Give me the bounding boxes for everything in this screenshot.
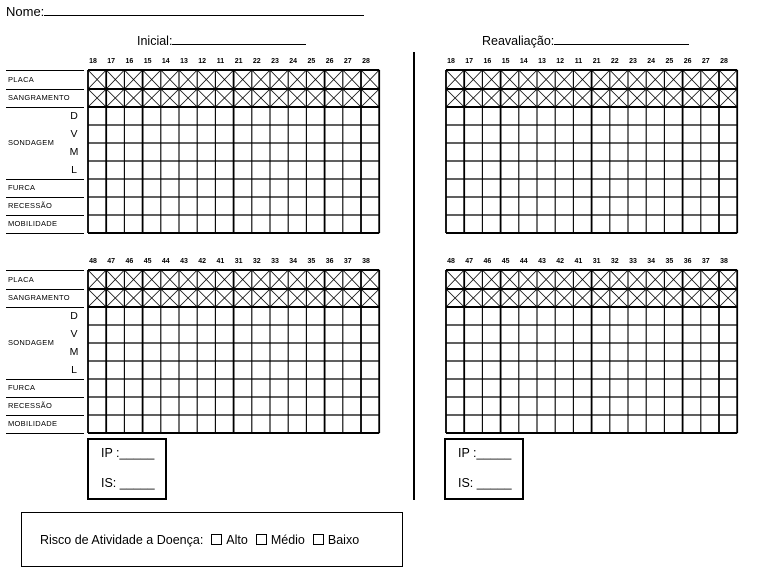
placa-cell-cross[interactable]: [197, 270, 215, 289]
row-label-recessao: RECESSÃO: [8, 401, 53, 410]
index-box-reevaluation: [444, 438, 524, 500]
tooth-number-47: 47: [107, 258, 116, 265]
sondagem-site-d: D: [70, 310, 78, 322]
sangramento-cell-cross[interactable]: [446, 289, 464, 307]
sangramento-cell-cross[interactable]: [306, 89, 324, 107]
tooth-number-33: 33: [271, 258, 279, 265]
tooth-number-44: 44: [519, 258, 528, 265]
placa-cell-cross[interactable]: [106, 270, 124, 289]
placa-cell-cross[interactable]: [683, 70, 701, 89]
tooth-number-16: 16: [483, 58, 492, 65]
is-field[interactable]: IS: _____: [458, 476, 512, 490]
sangramento-cell-cross[interactable]: [610, 289, 628, 307]
placa-cell-cross[interactable]: [610, 270, 628, 289]
tooth-number-15: 15: [501, 58, 510, 65]
placa-cell-cross[interactable]: [179, 70, 197, 89]
sangramento-cell-cross[interactable]: [325, 289, 343, 307]
tooth-number-33: 33: [629, 258, 637, 265]
placa-cell-cross[interactable]: [610, 70, 628, 89]
tooth-number-31: 31: [592, 258, 601, 265]
tooth-numbers-initial-upper: [88, 58, 379, 68]
tooth-number-34: 34: [647, 258, 656, 265]
sangramento-cell-cross[interactable]: [683, 289, 701, 307]
sangramento-cell-cross[interactable]: [288, 289, 306, 307]
row-label-separator: [6, 233, 84, 234]
tooth-number-22: 22: [610, 58, 619, 65]
chart-grid-initial-upper[interactable]: [87, 69, 380, 234]
sangramento-cell-cross[interactable]: [610, 89, 628, 107]
tooth-number-21: 21: [592, 58, 601, 65]
sangramento-cell-cross[interactable]: [519, 89, 537, 107]
tooth-number-18: 18: [447, 58, 455, 65]
placa-cell-cross[interactable]: [270, 70, 288, 89]
sangramento-cell-cross[interactable]: [573, 289, 591, 307]
sangramento-cell-cross[interactable]: [646, 89, 664, 107]
sangramento-cell-cross[interactable]: [482, 89, 500, 107]
sondagem-site-m: M: [69, 146, 79, 158]
row-label-separator: [6, 415, 84, 416]
tooth-number-32: 32: [610, 258, 619, 265]
sangramento-cell-cross[interactable]: [501, 289, 519, 307]
placa-cell-cross[interactable]: [555, 70, 573, 89]
tooth-number-43: 43: [538, 258, 546, 265]
placa-cell-cross[interactable]: [519, 70, 537, 89]
sangramento-cell-cross[interactable]: [719, 89, 737, 107]
placa-cell-cross[interactable]: [592, 70, 610, 89]
sangramento-cell-cross[interactable]: [592, 289, 610, 307]
tooth-numbers-reevaluation-lower: [446, 258, 737, 268]
tooth-number-23: 23: [629, 58, 637, 65]
placa-cell-cross[interactable]: [252, 270, 270, 289]
placa-cell-cross[interactable]: [555, 270, 573, 289]
placa-cell-cross[interactable]: [288, 70, 306, 89]
risk-medio-label: Médio: [270, 532, 305, 547]
tooth-number-25: 25: [307, 58, 316, 65]
sangramento-cell-cross[interactable]: [143, 289, 161, 307]
tooth-number-38: 38: [720, 258, 728, 265]
tooth-number-38: 38: [362, 258, 370, 265]
placa-cell-cross[interactable]: [573, 270, 591, 289]
sangramento-cell-cross[interactable]: [501, 89, 519, 107]
placa-cell-cross[interactable]: [501, 270, 519, 289]
reevaluation-label: Reavaliação:: [482, 34, 555, 48]
placa-cell-cross[interactable]: [88, 70, 106, 89]
tooth-number-47: 47: [465, 258, 474, 265]
placa-cell-cross[interactable]: [252, 70, 270, 89]
tooth-number-27: 27: [701, 58, 710, 65]
placa-cell-cross[interactable]: [664, 70, 682, 89]
tooth-number-25: 25: [665, 58, 674, 65]
placa-cell-cross[interactable]: [270, 270, 288, 289]
sangramento-cell-cross[interactable]: [592, 89, 610, 107]
sangramento-cell-cross[interactable]: [124, 289, 142, 307]
tooth-number-23: 23: [271, 58, 279, 65]
sangramento-cell-cross[interactable]: [361, 89, 379, 107]
row-label-placa: PLACA: [8, 74, 35, 84]
tooth-number-11: 11: [216, 58, 225, 65]
placa-cell-cross[interactable]: [701, 270, 719, 289]
sangramento-cell-cross[interactable]: [555, 89, 573, 107]
sangramento-cell-cross[interactable]: [197, 289, 215, 307]
sangramento-cell-cross[interactable]: [106, 89, 124, 107]
sangramento-cell-cross[interactable]: [215, 89, 233, 107]
placa-cell-cross[interactable]: [106, 70, 124, 89]
tooth-number-46: 46: [125, 258, 134, 265]
initial-label: Inicial:: [137, 34, 173, 48]
tooth-number-42: 42: [556, 258, 565, 265]
sangramento-cell-cross[interactable]: [124, 89, 142, 107]
chart-grid-reevaluation-lower[interactable]: [445, 269, 738, 434]
row-label-separator: [6, 70, 84, 71]
sangramento-cell-cross[interactable]: [143, 89, 161, 107]
placa-cell-cross[interactable]: [628, 270, 646, 289]
risk-alto-label: Alto: [226, 532, 248, 547]
risk-baixo-label: Baixo: [327, 532, 360, 547]
sangramento-cell-cross[interactable]: [325, 89, 343, 107]
tooth-number-24: 24: [647, 58, 656, 65]
placa-cell-cross[interactable]: [161, 70, 179, 89]
sangramento-cell-cross[interactable]: [161, 89, 179, 107]
tooth-number-16: 16: [125, 58, 134, 65]
sondagem-site-l: L: [71, 164, 77, 176]
placa-cell-cross[interactable]: [646, 70, 664, 89]
risk-baixo-checkbox[interactable]: [313, 534, 324, 545]
name-label: Nome:: [6, 4, 45, 19]
sangramento-cell-cross[interactable]: [464, 289, 482, 307]
sangramento-cell-cross[interactable]: [179, 89, 197, 107]
sangramento-cell-cross[interactable]: [106, 289, 124, 307]
sangramento-cell-cross[interactable]: [464, 89, 482, 107]
placa-cell-cross[interactable]: [306, 270, 324, 289]
placa-cell-cross[interactable]: [361, 70, 379, 89]
tooth-number-26: 26: [325, 58, 334, 65]
index-box-initial: [87, 438, 167, 500]
row-label-recessao: RECESSÃO: [8, 201, 53, 210]
sangramento-cell-cross[interactable]: [88, 89, 106, 107]
placa-cell-cross[interactable]: [325, 70, 343, 89]
row-label-separator: [6, 197, 84, 198]
tooth-numbers-initial-lower: [88, 258, 379, 268]
sondagem-site-v: V: [70, 128, 78, 140]
sangramento-cell-cross[interactable]: [482, 289, 500, 307]
sangramento-cell-cross[interactable]: [343, 89, 361, 107]
sangramento-cell-cross[interactable]: [646, 289, 664, 307]
tooth-number-27: 27: [343, 58, 352, 65]
tooth-number-42: 42: [198, 258, 207, 265]
row-label-sondagem: SONDAGEM: [8, 138, 55, 147]
sangramento-cell-cross[interactable]: [701, 89, 719, 107]
sangramento-cell-cross[interactable]: [270, 89, 288, 107]
sangramento-cell-cross[interactable]: [701, 289, 719, 307]
placa-cell-cross[interactable]: [215, 270, 233, 289]
placa-cell-cross[interactable]: [446, 270, 464, 289]
tooth-number-11: 11: [574, 58, 583, 65]
tooth-number-48: 48: [447, 258, 455, 265]
tooth-number-14: 14: [161, 58, 170, 65]
placa-cell-cross[interactable]: [701, 70, 719, 89]
placa-cell-cross[interactable]: [501, 70, 519, 89]
sangramento-cell-cross[interactable]: [88, 289, 106, 307]
tooth-number-45: 45: [143, 258, 152, 265]
tooth-number-14: 14: [519, 58, 528, 65]
row-label-separator: [6, 397, 84, 398]
sangramento-cell-cross[interactable]: [288, 89, 306, 107]
placa-cell-cross[interactable]: [179, 270, 197, 289]
sondagem-site-l: L: [71, 364, 77, 376]
placa-cell-cross[interactable]: [482, 270, 500, 289]
risk-label: Risco de Atividade a Doença:: [40, 532, 204, 547]
sangramento-cell-cross[interactable]: [519, 289, 537, 307]
sangramento-cell-cross[interactable]: [537, 89, 555, 107]
tooth-number-37: 37: [701, 258, 710, 265]
placa-cell-cross[interactable]: [646, 270, 664, 289]
initial-date-underline[interactable]: [172, 33, 306, 45]
tooth-number-13: 13: [538, 58, 546, 65]
sangramento-cell-cross[interactable]: [270, 289, 288, 307]
ip-field[interactable]: IP :_____: [458, 446, 512, 460]
row-label-sangramento: SANGRAMENTO: [8, 93, 70, 102]
row-label-separator: [6, 289, 84, 290]
tooth-number-13: 13: [180, 58, 188, 65]
tooth-number-18: 18: [89, 58, 97, 65]
tooth-number-43: 43: [180, 258, 188, 265]
row-label-separator: [6, 179, 84, 180]
section-divider: [413, 52, 415, 500]
placa-cell-cross[interactable]: [537, 70, 555, 89]
sangramento-cell-cross[interactable]: [628, 289, 646, 307]
row-label-separator: [6, 107, 84, 108]
tooth-number-32: 32: [252, 258, 261, 265]
row-label-sondagem: SONDAGEM: [8, 338, 55, 347]
sangramento-cell-cross[interactable]: [343, 289, 361, 307]
placa-cell-cross[interactable]: [664, 270, 682, 289]
initial-title: [137, 33, 306, 48]
placa-cell-cross[interactable]: [124, 70, 142, 89]
row-label-separator: [6, 433, 84, 434]
row-label-mobilidade: MOBILIDADE: [8, 219, 58, 228]
row-label-separator: [6, 379, 84, 380]
tooth-number-36: 36: [683, 258, 692, 265]
is-field[interactable]: IS: _____: [101, 476, 155, 490]
placa-cell-cross[interactable]: [719, 70, 737, 89]
tooth-number-22: 22: [252, 58, 261, 65]
row-label-sangramento: SANGRAMENTO: [8, 293, 70, 302]
reevaluation-title: [482, 33, 689, 48]
sangramento-cell-cross[interactable]: [683, 89, 701, 107]
name-underline[interactable]: [44, 4, 364, 16]
placa-cell-cross[interactable]: [519, 270, 537, 289]
placa-cell-cross[interactable]: [88, 270, 106, 289]
placa-cell-cross[interactable]: [343, 70, 361, 89]
row-label-mobilidade: MOBILIDADE: [8, 419, 58, 428]
placa-cell-cross[interactable]: [234, 270, 252, 289]
tooth-number-34: 34: [289, 258, 298, 265]
tooth-number-28: 28: [362, 58, 370, 65]
placa-cell-cross[interactable]: [306, 70, 324, 89]
sondagem-site-v: V: [70, 328, 78, 340]
risk-medio-checkbox[interactable]: [256, 534, 267, 545]
tooth-numbers-reevaluation-upper: [446, 58, 737, 68]
placa-cell-cross[interactable]: [683, 270, 701, 289]
sangramento-cell-cross[interactable]: [179, 289, 197, 307]
tooth-number-44: 44: [161, 258, 170, 265]
placa-cell-cross[interactable]: [482, 70, 500, 89]
row-label-separator: [6, 270, 84, 271]
row-label-separator: [6, 215, 84, 216]
sangramento-cell-cross[interactable]: [252, 89, 270, 107]
tooth-number-24: 24: [289, 58, 298, 65]
placa-cell-cross[interactable]: [464, 270, 482, 289]
placa-cell-cross[interactable]: [628, 70, 646, 89]
tooth-number-41: 41: [216, 258, 225, 265]
chart-grid-reevaluation-upper[interactable]: [445, 69, 738, 234]
chart-grid-initial-lower[interactable]: [87, 269, 380, 434]
tooth-number-37: 37: [343, 258, 352, 265]
placa-cell-cross[interactable]: [325, 270, 343, 289]
tooth-number-46: 46: [483, 258, 492, 265]
placa-cell-cross[interactable]: [143, 70, 161, 89]
tooth-number-36: 36: [325, 258, 334, 265]
sangramento-cell-cross[interactable]: [197, 89, 215, 107]
placa-cell-cross[interactable]: [288, 270, 306, 289]
tooth-number-48: 48: [89, 258, 97, 265]
tooth-number-31: 31: [234, 258, 243, 265]
tooth-number-35: 35: [665, 258, 674, 265]
tooth-number-35: 35: [307, 258, 316, 265]
tooth-number-17: 17: [465, 58, 474, 65]
placa-cell-cross[interactable]: [215, 70, 233, 89]
row-label-furca: FURCA: [8, 383, 36, 392]
placa-cell-cross[interactable]: [143, 270, 161, 289]
patient-name-field[interactable]: [6, 4, 364, 19]
sondagem-site-d: D: [70, 110, 78, 122]
placa-cell-cross[interactable]: [343, 270, 361, 289]
sangramento-cell-cross[interactable]: [234, 289, 252, 307]
tooth-number-21: 21: [234, 58, 243, 65]
sangramento-cell-cross[interactable]: [234, 89, 252, 107]
placa-cell-cross[interactable]: [234, 70, 252, 89]
row-label-separator: [6, 89, 84, 90]
row-label-placa: PLACA: [8, 274, 35, 284]
tooth-number-28: 28: [720, 58, 728, 65]
reevaluation-date-underline[interactable]: [554, 33, 689, 45]
tooth-number-15: 15: [143, 58, 152, 65]
risk-alto-checkbox[interactable]: [211, 534, 222, 545]
sangramento-cell-cross[interactable]: [161, 289, 179, 307]
tooth-number-45: 45: [501, 258, 510, 265]
placa-cell-cross[interactable]: [361, 270, 379, 289]
placa-cell-cross[interactable]: [537, 270, 555, 289]
sangramento-cell-cross[interactable]: [215, 289, 233, 307]
sangramento-cell-cross[interactable]: [252, 289, 270, 307]
sangramento-cell-cross[interactable]: [664, 289, 682, 307]
sangramento-cell-cross[interactable]: [555, 289, 573, 307]
placa-cell-cross[interactable]: [446, 70, 464, 89]
risk-assessment-box: [21, 512, 403, 567]
placa-cell-cross[interactable]: [124, 270, 142, 289]
placa-cell-cross[interactable]: [464, 70, 482, 89]
sangramento-cell-cross[interactable]: [306, 289, 324, 307]
sangramento-cell-cross[interactable]: [719, 289, 737, 307]
tooth-number-12: 12: [198, 58, 207, 65]
row-label-furca: FURCA: [8, 183, 36, 192]
ip-field[interactable]: IP :_____: [101, 446, 155, 460]
placa-cell-cross[interactable]: [161, 270, 179, 289]
sangramento-cell-cross[interactable]: [628, 89, 646, 107]
tooth-number-26: 26: [683, 58, 692, 65]
sangramento-cell-cross[interactable]: [664, 89, 682, 107]
placa-cell-cross[interactable]: [197, 70, 215, 89]
tooth-number-17: 17: [107, 58, 116, 65]
placa-cell-cross[interactable]: [573, 70, 591, 89]
sondagem-site-m: M: [69, 346, 79, 358]
row-label-separator: [6, 307, 84, 308]
sangramento-cell-cross[interactable]: [573, 89, 591, 107]
tooth-number-41: 41: [574, 258, 583, 265]
sangramento-cell-cross[interactable]: [361, 289, 379, 307]
placa-cell-cross[interactable]: [719, 270, 737, 289]
placa-cell-cross[interactable]: [592, 270, 610, 289]
sangramento-cell-cross[interactable]: [446, 89, 464, 107]
sangramento-cell-cross[interactable]: [537, 289, 555, 307]
tooth-number-12: 12: [556, 58, 565, 65]
